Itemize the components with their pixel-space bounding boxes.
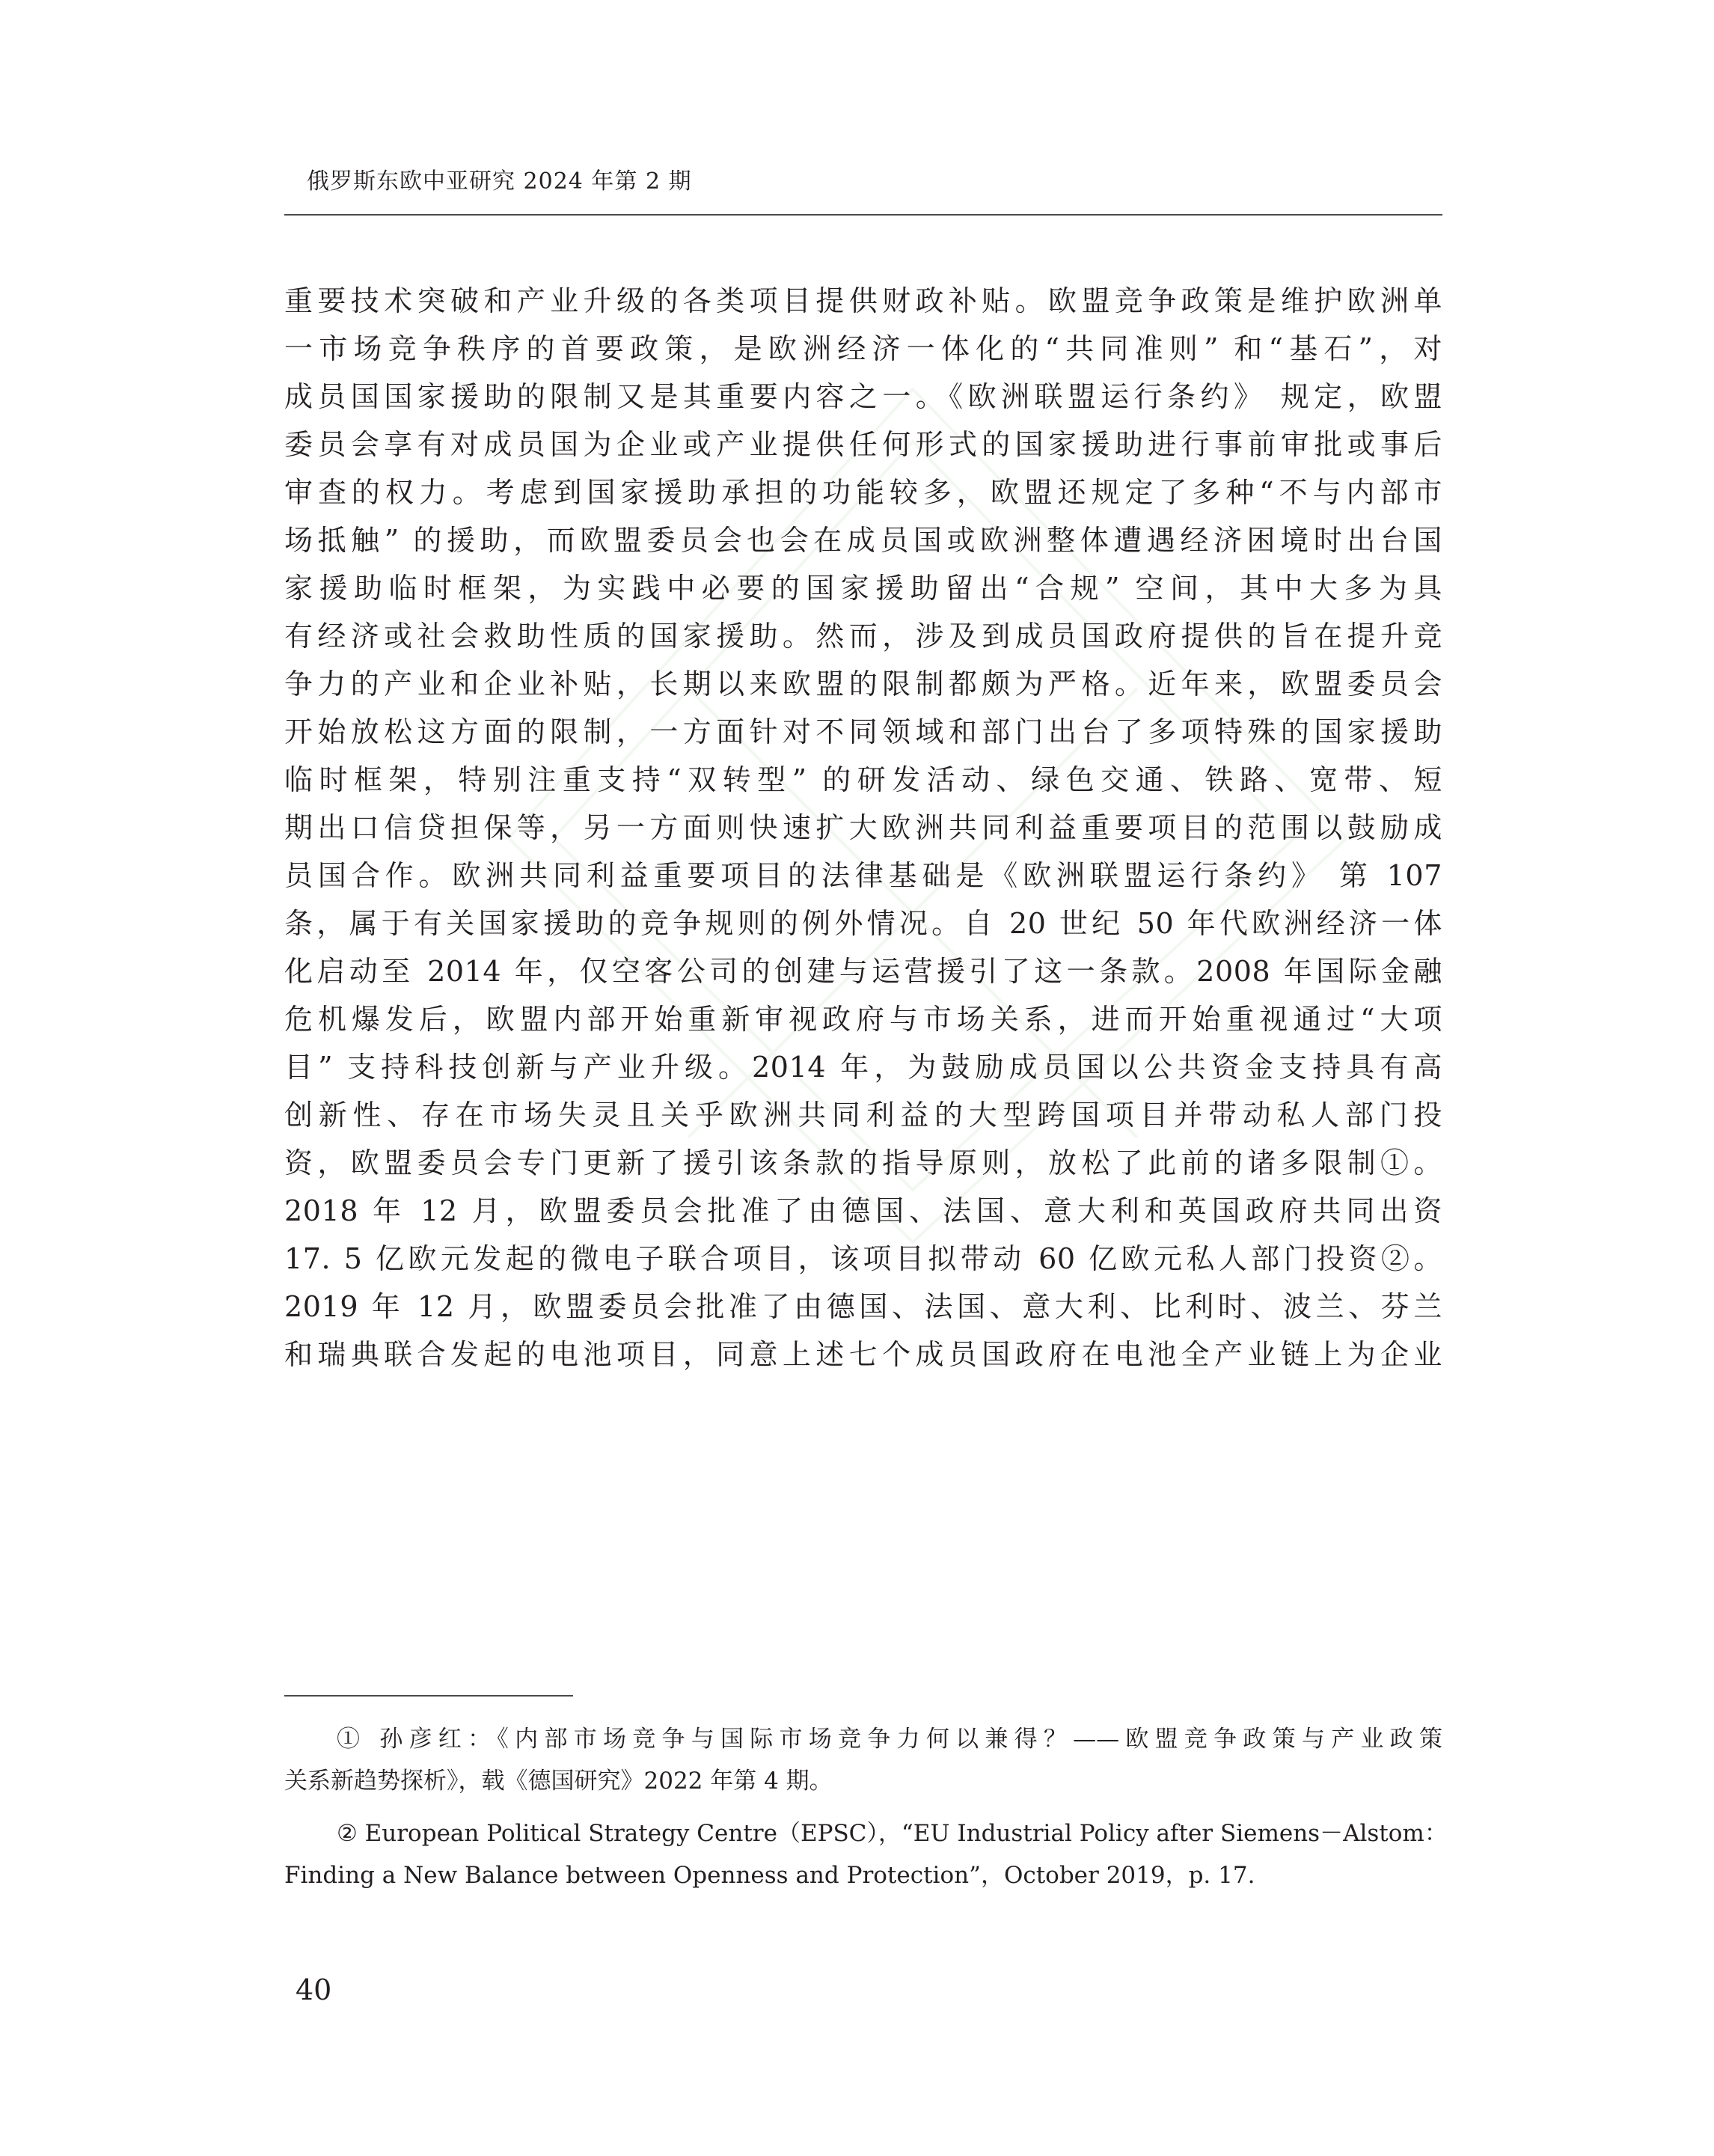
body-line: 目” 支持科技创新与产业升级。2014 年，为鼓励成员国以公共资金支持具有高 <box>284 1051 1442 1084</box>
body-line: 期出口信贷担保等，另一方面则快速扩大欧洲共同利益重要项目的范围以鼓励成 <box>284 811 1442 844</box>
body-line: 开始放松这方面的限制，一方面针对不同领域和部门出台了多项特殊的国家援助 <box>284 715 1442 748</box>
body-line: 2019 年 12 月，欧盟委员会批准了由德国、法国、意大利、比利时、波兰、芬兰 <box>284 1290 1442 1323</box>
footnote-line: Finding a New Balance between Openness and Protection”，October 2019，p. 17. <box>284 1862 1255 1889</box>
footnote-line: 关系新趋势探析》，载《德国研究》2022 年第 4 期。 <box>284 1768 833 1795</box>
body-text <box>284 280 1442 1381</box>
body-line: 资，欧盟委员会专门更新了援引该条款的指导原则，放松了此前的诸多限制①。 <box>284 1146 1442 1179</box>
body-line: 审查的权力。考虑到国家援助承担的功能较多，欧盟还规定了多种“不与内部市 <box>284 476 1442 509</box>
page-number: 40 <box>296 1973 332 2006</box>
body-line: 一市场竞争秩序的首要政策，是欧洲经济一体化的“共同准则” 和“基石”，对 <box>284 332 1442 365</box>
body-line: 创新性、存在市场失灵且关乎欧洲共同利益的大型跨国项目并带动私人部门投 <box>284 1099 1442 1132</box>
body-line: 员国合作。欧洲共同利益重要项目的法律基础是《欧洲联盟运行条约》 第 107 <box>284 859 1442 892</box>
body-line: 临时框架，特别注重支持“双转型” 的研发活动、绿色交通、铁路、宽带、短 <box>284 763 1442 796</box>
body-line: 危机爆发后，欧盟内部开始重新审视政府与市场关系，进而开始重视通过“大项 <box>284 1003 1442 1036</box>
footnote-gap <box>284 1805 1442 1816</box>
body-line: 17. 5 亿欧元发起的微电子联合项目，该项目拟带动 60 亿欧元私人部门投资②。 <box>284 1242 1442 1275</box>
body-line: 争力的产业和企业补贴，长期以来欧盟的限制都颇为严格。近年来，欧盟委员会 <box>284 668 1442 700</box>
footnote-line: ① 孙彦红：《内部市场竞争与国际市场竞争力何以兼得？——欧盟竞争政策与产业政策 <box>337 1726 1442 1753</box>
body-line: 家援助临时框架，为实践中必要的国家援助留出“合规” 空间，其中大多为具 <box>284 572 1442 605</box>
body-line: 重要技术突破和产业升级的各类项目提供财政补贴。欧盟竞争政策是维护欧洲单 <box>284 284 1442 317</box>
body-line: 化启动至 2014 年，仅空客公司的创建与运营援引了这一条款。2008 年国际金融 <box>284 955 1442 988</box>
body-line: 委员会享有对成员国为企业或产业提供任何形式的国家援助进行事前审批或事后 <box>284 428 1442 461</box>
header-rule <box>284 214 1442 216</box>
body-line: 2018 年 12 月，欧盟委员会批准了由德国、法国、意大利和英国政府共同出资 <box>284 1194 1442 1227</box>
body-line: 有经济或社会救助性质的国家援助。然而，涉及到成员国政府提供的旨在提升竞 <box>284 620 1442 653</box>
running-header: 俄罗斯东欧中亚研究 2024 年第 2 期 <box>307 168 692 195</box>
footnote-line: ② European Political Strategy Centre（EPSC），“EU Industrial Policy after Siemens－Alstom： <box>337 1820 1448 1847</box>
footnote-rule <box>284 1695 573 1697</box>
body-line: 场抵触” 的援助，而欧盟委员会也会在成员国或欧洲整体遭遇经济困境时出台国 <box>284 524 1442 557</box>
body-line: 条，属于有关国家援助的竞争规则的例外情况。自 20 世纪 50 年代欧洲经济一体 <box>284 907 1442 940</box>
footnotes <box>284 1721 1448 1899</box>
body-line: 成员国国家援助的限制又是其重要内容之一。《欧洲联盟运行条约》 规定，欧盟 <box>284 380 1442 413</box>
body-line: 和瑞典联合发起的电池项目，同意上述七个成员国政府在电池全产业链上为企业 <box>284 1338 1442 1371</box>
